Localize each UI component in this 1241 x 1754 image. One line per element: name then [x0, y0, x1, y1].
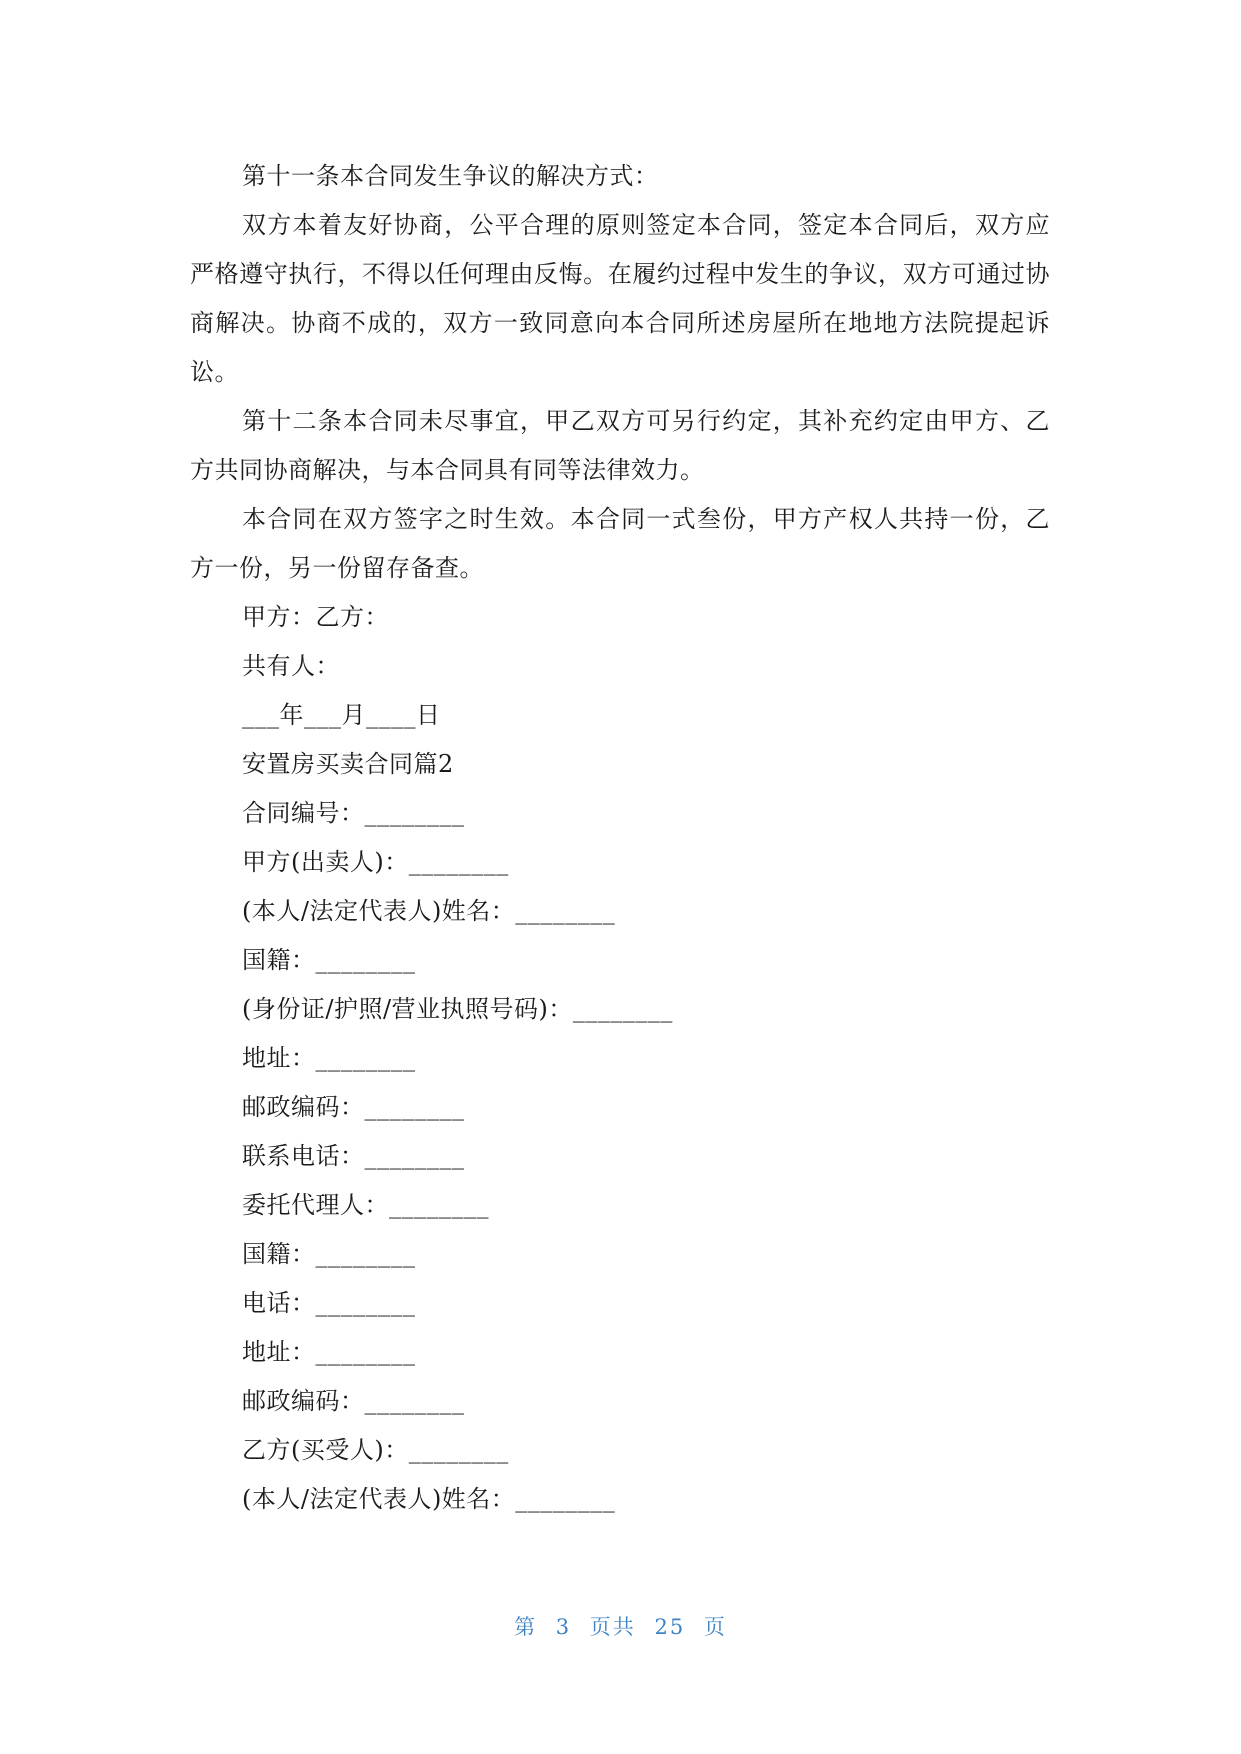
agent-phone-field: 电话：________	[242, 1289, 416, 1317]
document-body	[190, 152, 1050, 1524]
date-line: ___年___月____日	[242, 701, 441, 729]
seller-postcode-field: 邮政编码：________	[242, 1093, 465, 1121]
clause-11-title: 第十一条本合同发生争议的解决方式：	[242, 162, 659, 190]
party-signatures: 甲方：乙方：	[242, 603, 389, 631]
agent-postcode-field: 邮政编码：________	[242, 1387, 465, 1415]
seller-id-field: (身份证/护照/营业执照号码)：________	[242, 995, 673, 1023]
page-number-footer: 第 3 页共 25 页	[514, 1615, 727, 1639]
seller-nationality-field: 国籍：________	[242, 946, 416, 974]
buyer-name-field: (本人/法定代表人)姓名：________	[242, 1485, 616, 1513]
agent-field: 委托代理人：________	[242, 1191, 489, 1219]
co-owner-line: 共有人：	[242, 652, 340, 680]
section-heading: 安置房买卖合同篇2	[242, 750, 454, 778]
seller-field: 甲方(出卖人)：________	[242, 848, 509, 876]
agent-address-field: 地址：________	[242, 1338, 416, 1366]
seller-phone-field: 联系电话：________	[242, 1142, 465, 1170]
seller-address-field: 地址：________	[242, 1044, 416, 1072]
seller-name-field: (本人/法定代表人)姓名：________	[242, 897, 616, 925]
buyer-field: 乙方(买受人)：________	[242, 1436, 509, 1464]
clause-11-body: 双方本着友好协商，公平合理的原则签定本合同，签定本合同后，双方应严格遵守执行，不得以任何理由反悔。在履约过程中发生的争议，双方可通过协商解决。协商不成的，双方一致同意向本合同所述房屋所在地地方法院提起诉讼。	[190, 211, 1050, 386]
contract-number-field: 合同编号：________	[242, 799, 465, 827]
effective-clause: 本合同在双方签字之时生效。本合同一式叁份，甲方产权人共持一份，乙方一份，另一份留存备查。	[190, 505, 1050, 582]
clause-12: 第十二条本合同未尽事宜，甲乙双方可另行约定，其补充约定由甲方、乙方共同协商解决，与本合同具有同等法律效力。	[190, 407, 1050, 484]
agent-nationality-field: 国籍：________	[242, 1240, 416, 1268]
